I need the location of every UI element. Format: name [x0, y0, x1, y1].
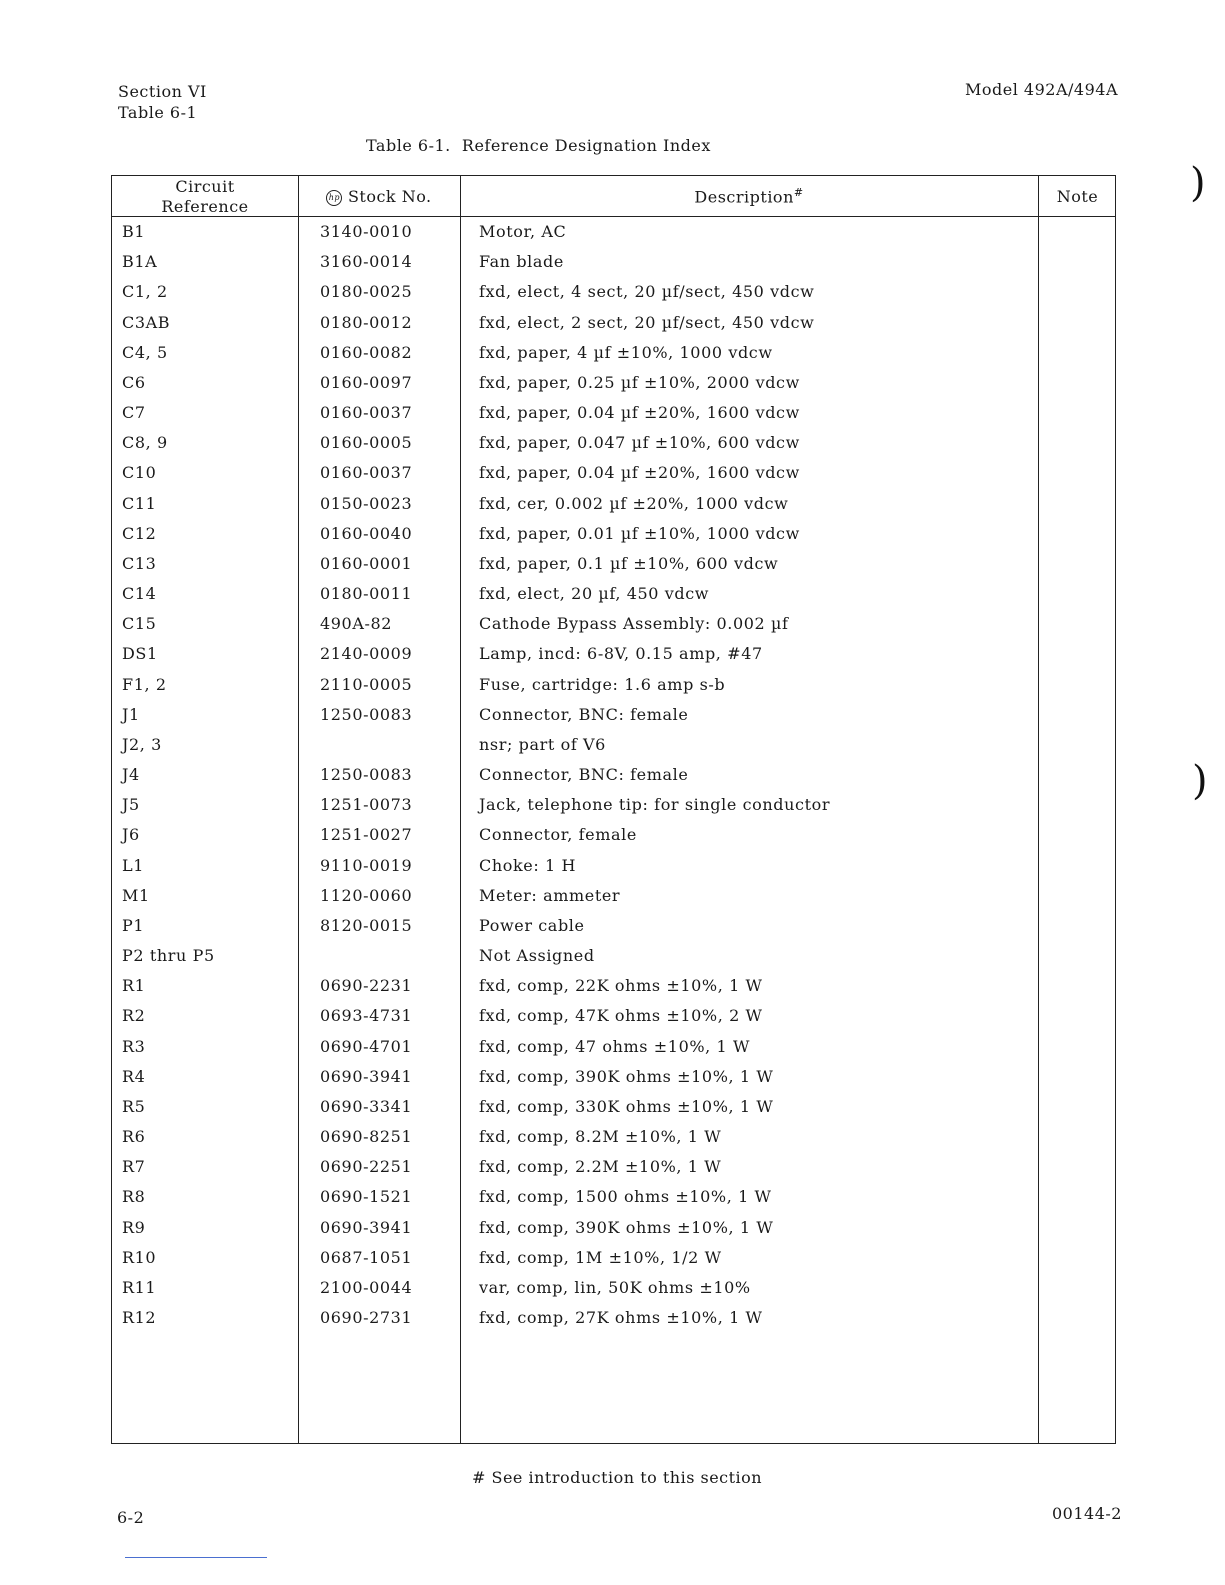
stock-number-cell: 0690-2251: [320, 1157, 413, 1177]
stock-number-cell: 0160-0037: [320, 463, 413, 483]
stock-number-cell: 1250-0083: [320, 704, 413, 724]
table-row: [112, 795, 1115, 825]
table-row: [112, 614, 1115, 644]
reference-designation-table: [111, 175, 1116, 1444]
header-stock-no: [298, 187, 460, 206]
stock-number-cell: 2100-0044: [320, 1277, 413, 1297]
circuit-reference-cell: C4, 5: [122, 342, 168, 362]
header-text: Circuit: [175, 177, 235, 196]
circuit-reference-cell: C7: [122, 403, 146, 423]
table-row: [112, 282, 1115, 312]
stock-number-cell: 0690-3941: [320, 1217, 413, 1237]
circuit-reference-cell: P1: [122, 915, 145, 935]
hp-logo-icon: hp: [326, 190, 342, 206]
circuit-reference-cell: C8, 9: [122, 433, 168, 453]
document-code: 00144-2: [1052, 1504, 1122, 1523]
stock-number-cell: 3140-0010: [320, 222, 413, 241]
stock-number-cell: 0180-0011: [320, 584, 413, 604]
stock-number-cell: 0150-0023: [320, 493, 413, 513]
stock-number-cell: 9110-0019: [320, 855, 413, 875]
stock-number-cell: 3160-0014: [320, 252, 413, 272]
stock-number-cell: 1251-0027: [320, 825, 413, 845]
table-row: [112, 222, 1115, 252]
table-row: [112, 1127, 1115, 1157]
description-cell: fxd, elect, 4 sect, 20 µf/sect, 450 vdcw: [479, 282, 815, 302]
description-cell: Lamp, incd: 6-8V, 0.15 amp, #47: [479, 644, 763, 664]
stock-number-cell: 0690-8251: [320, 1127, 413, 1147]
description-cell: fxd, paper, 4 µf ±10%, 1000 vdcw: [479, 342, 773, 362]
circuit-reference-cell: C6: [122, 372, 146, 392]
scan-artifact: ): [1192, 758, 1208, 804]
footnote-mark: #: [793, 186, 804, 199]
table-row: [112, 1097, 1115, 1127]
table-ref-label: Table 6-1: [118, 103, 198, 122]
stock-number-cell: 2110-0005: [320, 674, 413, 694]
circuit-reference-cell: R1: [122, 976, 146, 996]
circuit-reference-cell: R8: [122, 1187, 146, 1207]
description-cell: fxd, paper, 0.01 µf ±10%, 1000 vdcw: [479, 523, 800, 543]
table-row: [112, 886, 1115, 916]
description-cell: fxd, comp, 390K ohms ±10%, 1 W: [479, 1066, 774, 1086]
table-row: [112, 976, 1115, 1006]
description-cell: fxd, comp, 47 ohms ±10%, 1 W: [479, 1036, 751, 1056]
circuit-reference-cell: C3AB: [122, 312, 171, 332]
circuit-reference-cell: R3: [122, 1036, 146, 1056]
stock-number-cell: 490A-82: [320, 614, 393, 634]
link-underline: [125, 1557, 267, 1558]
description-cell: fxd, paper, 0.25 µf ±10%, 2000 vdcw: [479, 372, 800, 392]
table-row: [112, 1218, 1115, 1248]
table-row: [112, 946, 1115, 976]
table-row: [112, 735, 1115, 765]
stock-number-cell: 0690-2231: [320, 976, 413, 996]
circuit-reference-cell: DS1: [122, 644, 158, 664]
table-row: [112, 373, 1115, 403]
stock-number-cell: 0180-0012: [320, 312, 413, 332]
circuit-reference-cell: R11: [122, 1277, 157, 1297]
stock-number-cell: 0690-4701: [320, 1036, 413, 1056]
circuit-reference-cell: P2 thru P5: [122, 946, 215, 966]
description-cell: Connector, BNC: female: [479, 765, 689, 785]
description-cell: Fuse, cartridge: 1.6 amp s-b: [479, 674, 726, 694]
description-cell: Not Assigned: [479, 946, 595, 966]
description-cell: fxd, comp, 1M ±10%, 1/2 W: [479, 1247, 722, 1267]
table-row: [112, 313, 1115, 343]
table-row: [112, 1006, 1115, 1036]
table-row: [112, 554, 1115, 584]
circuit-reference-cell: R5: [122, 1096, 146, 1116]
table-row: [112, 1037, 1115, 1067]
header-description: [460, 186, 1038, 206]
table-row: [112, 856, 1115, 886]
circuit-reference-cell: R2: [122, 1006, 146, 1026]
stock-number-cell: 0693-4731: [320, 1006, 413, 1026]
table-row: [112, 252, 1115, 282]
circuit-reference-cell: C11: [122, 493, 157, 513]
circuit-reference-cell: R7: [122, 1157, 146, 1177]
table-row: [112, 1067, 1115, 1097]
description-cell: Jack, telephone tip: for single conductor: [479, 795, 831, 815]
circuit-reference-cell: C10: [122, 463, 157, 483]
table-row: [112, 1308, 1115, 1338]
circuit-reference-cell: R10: [122, 1247, 157, 1267]
description-cell: fxd, comp, 8.2M ±10%, 1 W: [479, 1127, 722, 1147]
stock-number-cell: 0160-0082: [320, 342, 413, 362]
stock-number-cell: 1251-0073: [320, 795, 413, 815]
table-row: [112, 825, 1115, 855]
header-text: Description: [694, 187, 794, 207]
description-cell: nsr; part of V6: [479, 734, 606, 754]
circuit-reference-cell: B1A: [122, 252, 158, 272]
description-cell: fxd, paper, 0.047 µf ±10%, 600 vdcw: [479, 433, 800, 453]
page-number: 6-2: [117, 1508, 145, 1527]
table-row: [112, 675, 1115, 705]
table-row: [112, 403, 1115, 433]
description-cell: Cathode Bypass Assembly: 0.002 µf: [479, 614, 789, 634]
description-cell: Power cable: [479, 915, 585, 935]
table-row: [112, 494, 1115, 524]
table-row: [112, 1278, 1115, 1308]
circuit-reference-cell: C13: [122, 553, 157, 573]
table-row: [112, 584, 1115, 614]
circuit-reference-cell: L1: [122, 855, 145, 875]
table-row: [112, 644, 1115, 674]
description-cell: fxd, elect, 20 µf, 450 vdcw: [479, 584, 710, 604]
circuit-reference-cell: C1, 2: [122, 282, 168, 302]
description-cell: fxd, cer, 0.002 µf ±20%, 1000 vdcw: [479, 493, 789, 513]
circuit-reference-cell: J2, 3: [122, 734, 162, 754]
description-cell: fxd, paper, 0.04 µf ±20%, 1600 vdcw: [479, 403, 800, 423]
model-label: Model 492A/494A: [965, 80, 1119, 99]
circuit-reference-cell: C12: [122, 523, 157, 543]
table-row: [112, 705, 1115, 735]
circuit-reference-cell: B1: [122, 222, 146, 241]
circuit-reference-cell: R4: [122, 1066, 146, 1086]
description-cell: fxd, paper, 0.1 µf ±10%, 600 vdcw: [479, 553, 779, 573]
table-row: [112, 343, 1115, 373]
table-row: [112, 463, 1115, 493]
header-note: Note: [1056, 187, 1099, 206]
stock-number-cell: 0160-0040: [320, 523, 413, 543]
stock-number-cell: 0690-3941: [320, 1066, 413, 1086]
stock-number-cell: 0160-0097: [320, 372, 413, 392]
description-cell: fxd, comp, 390K ohms ±10%, 1 W: [479, 1217, 774, 1237]
circuit-reference-cell: J1: [122, 704, 140, 724]
stock-number-cell: 0180-0025: [320, 282, 413, 302]
description-cell: Meter: ammeter: [479, 885, 621, 905]
description-cell: Connector, female: [479, 825, 637, 845]
header-text: Reference: [161, 197, 249, 216]
stock-number-cell: 0160-0001: [320, 553, 413, 573]
circuit-reference-cell: R6: [122, 1127, 146, 1147]
circuit-reference-cell: R9: [122, 1217, 146, 1237]
description-cell: fxd, comp, 1500 ohms ±10%, 1 W: [479, 1187, 772, 1207]
circuit-reference-cell: C14: [122, 584, 157, 604]
description-cell: fxd, elect, 2 sect, 20 µf/sect, 450 vdcw: [479, 312, 815, 332]
stock-number-cell: 2140-0009: [320, 644, 413, 664]
description-cell: fxd, comp, 27K ohms ±10%, 1 W: [479, 1308, 763, 1328]
stock-number-cell: 0690-1521: [320, 1187, 413, 1207]
stock-number-cell: 1120-0060: [320, 885, 413, 905]
table-row: [112, 765, 1115, 795]
stock-number-cell: 0690-3341: [320, 1096, 413, 1116]
table-row: [112, 1248, 1115, 1278]
header-circuit-reference: [112, 177, 298, 217]
stock-number-cell: 0690-2731: [320, 1308, 413, 1328]
stock-number-cell: 0160-0037: [320, 403, 413, 423]
scan-artifact: ): [1190, 160, 1206, 206]
stock-number-cell: 0160-0005: [320, 433, 413, 453]
circuit-reference-cell: M1: [122, 885, 150, 905]
description-cell: fxd, comp, 22K ohms ±10%, 1 W: [479, 976, 763, 996]
footnote: # See introduction to this section: [472, 1468, 763, 1487]
table-row: [112, 524, 1115, 554]
header-text: Stock No.: [347, 187, 432, 206]
table-row: [112, 433, 1115, 463]
description-cell: Choke: 1 H: [479, 855, 577, 875]
circuit-reference-cell: J4: [122, 765, 140, 785]
table-title: Table 6-1. Reference Designation Index: [366, 136, 711, 155]
description-cell: Connector, BNC: female: [479, 704, 689, 724]
description-cell: fxd, comp, 47K ohms ±10%, 2 W: [479, 1006, 763, 1026]
stock-number-cell: 0687-1051: [320, 1247, 413, 1267]
circuit-reference-cell: F1, 2: [122, 674, 167, 694]
stock-number-cell: 8120-0015: [320, 915, 413, 935]
circuit-reference-cell: C15: [122, 614, 157, 634]
table-row: [112, 1157, 1115, 1187]
description-cell: fxd, comp, 2.2M ±10%, 1 W: [479, 1157, 722, 1177]
table-row: [112, 1187, 1115, 1217]
stock-number-cell: 1250-0083: [320, 765, 413, 785]
description-cell: fxd, comp, 330K ohms ±10%, 1 W: [479, 1096, 774, 1116]
description-cell: Fan blade: [479, 252, 564, 272]
table-row: [112, 916, 1115, 946]
description-cell: fxd, paper, 0.04 µf ±20%, 1600 vdcw: [479, 463, 800, 483]
description-cell: Motor, AC: [479, 222, 567, 241]
description-cell: var, comp, lin, 50K ohms ±10%: [479, 1277, 751, 1297]
section-label: Section VI: [118, 82, 207, 101]
circuit-reference-cell: J5: [122, 795, 140, 815]
circuit-reference-cell: J6: [122, 825, 140, 845]
circuit-reference-cell: R12: [122, 1308, 157, 1328]
